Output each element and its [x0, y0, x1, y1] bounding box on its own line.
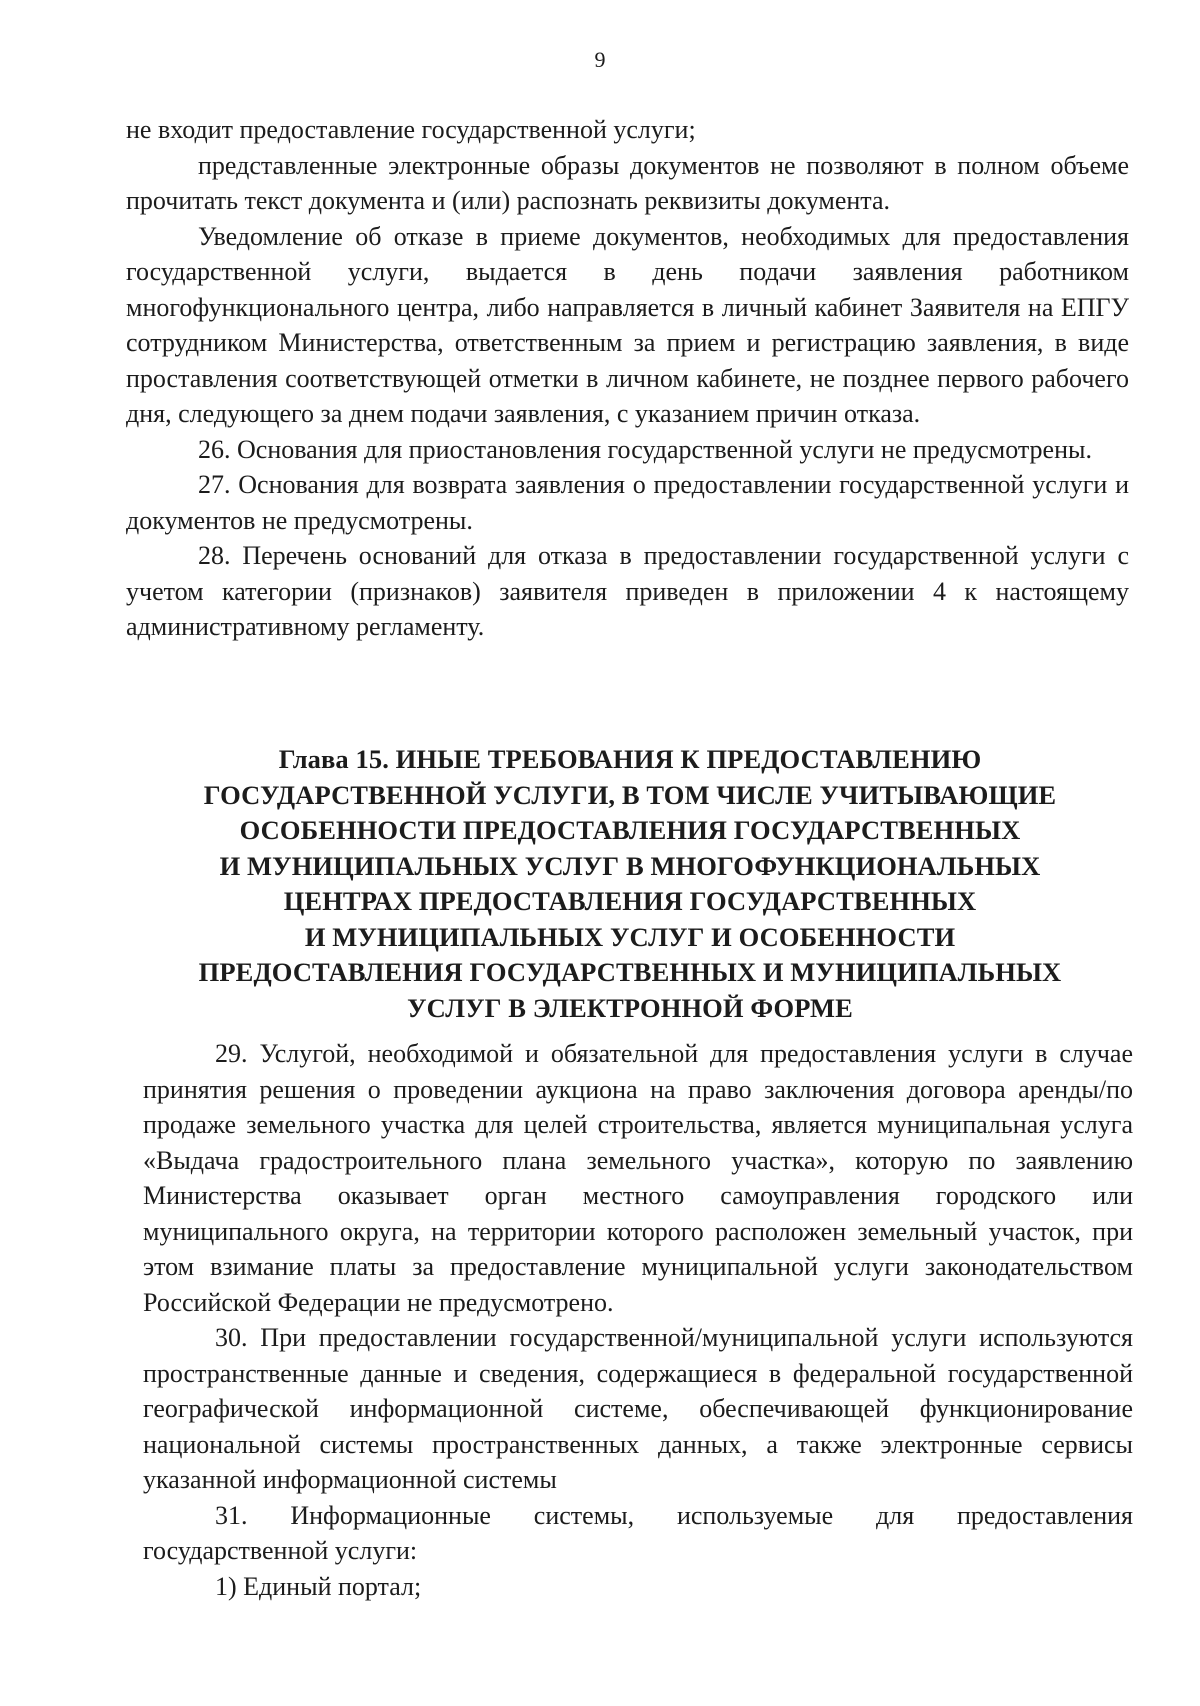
heading-line: ПРЕДОСТАВЛЕНИЯ ГОСУДАРСТВЕННЫХ И МУНИЦИПАЛЬНЫХ	[198, 957, 1062, 987]
paragraph-28: 28. Перечень оснований для отказа в предоставлении государственной услуги с учетом категории (признаков) заявителя приведен в приложении 4 к настоящему административному регламенту.	[126, 541, 1129, 641]
paragraph-refusal-notice: Уведомление об отказе в приеме документов, необходимых для предоставления государственной услуги, выдается в день подачи заявления работником многофункционального центра, либо направляется в личный кабинет Заявителя на ЕПГУ сотрудником Министерства, ответственным за прием и регистрацию заявления, в виде проставления соответствующей отметки в личном кабинете, не позднее первого рабочего дня, следующего за днем подачи заявления, с указанием причин отказа.	[126, 221, 1129, 428]
heading-line: Глава 15. ИНЫЕ ТРЕБОВАНИЯ К ПРЕДОСТАВЛЕНИЮ	[278, 744, 982, 774]
heading-line: И МУНИЦИПАЛЬНЫХ УСЛУГ В МНОГОФУНКЦИОНАЛЬНЫХ	[219, 850, 1041, 881]
paragraph-26: 26. Основания для приостановления государственной услуги не предусмотрены.	[198, 434, 1092, 464]
paragraph-27: 27. Основания для возврата заявления о предоставлении государственной услуги и документов не предусмотрены.	[126, 470, 1129, 535]
heading-line: И МУНИЦИПАЛЬНЫХ УСЛУГ И ОСОБЕННОСТИ	[304, 921, 956, 952]
paragraph-31: 31. Информационные системы, используемые для предоставления государственной услуги:	[143, 1500, 1133, 1565]
bottom-text-block	[143, 1036, 1133, 1604]
paragraph-continuation: не входит предоставление государственной услуги;	[126, 115, 696, 144]
paragraph-electronic-images: представленные электронные образы документов не позволяют в полном объеме прочитать текст документа и (или) распознать реквизиты документа.	[126, 150, 1129, 215]
page-number: 9	[594, 47, 606, 72]
heading-line: ОСОБЕННОСТИ ПРЕДОСТАВЛЕНИЯ ГОСУДАРСТВЕННЫХ	[239, 815, 1021, 845]
heading-line: УСЛУГ В ЭЛЕКТРОННОЙ ФОРМЕ	[407, 992, 853, 1023]
chapter-15-heading	[140, 742, 1120, 1026]
paragraph-29: 29. Услугой, необходимой и обязательной для предоставления услуги в случае принятия решения о проведении аукциона на право заключения договора аренды/по продаже земельного участка для целей строительства, является муниципальная услуга «Выдача градостроительного плана земельного участка», которую по заявлению Министерства оказывает орган местного самоуправления городского или муниципального округа, на территории которого расположен земельный участок, при этом взимание платы за предоставление муниципальной услуги законодательством Российской Федерации не предусмотрено.	[143, 1039, 1133, 1317]
heading-line: ГОСУДАРСТВЕННОЙ УСЛУГИ, В ТОМ ЧИСЛЕ УЧИТЫВАЮЩИЕ	[203, 779, 1057, 810]
top-text-block	[126, 112, 1129, 645]
heading-line: ЦЕНТРАХ ПРЕДОСТАВЛЕНИЯ ГОСУДАРСТВЕННЫХ	[283, 886, 977, 916]
paragraph-31-item-1: 1) Единый портал;	[215, 1571, 422, 1601]
paragraph-30: 30. При предоставлении государственной/муниципальной услуги используются пространственные данные и сведения, содержащиеся в федеральной государственной географической информационной системе, обеспечивающей функционирование национальной системы пространственных данных, а также электронные сервисы указанной информационной системы	[143, 1323, 1133, 1494]
